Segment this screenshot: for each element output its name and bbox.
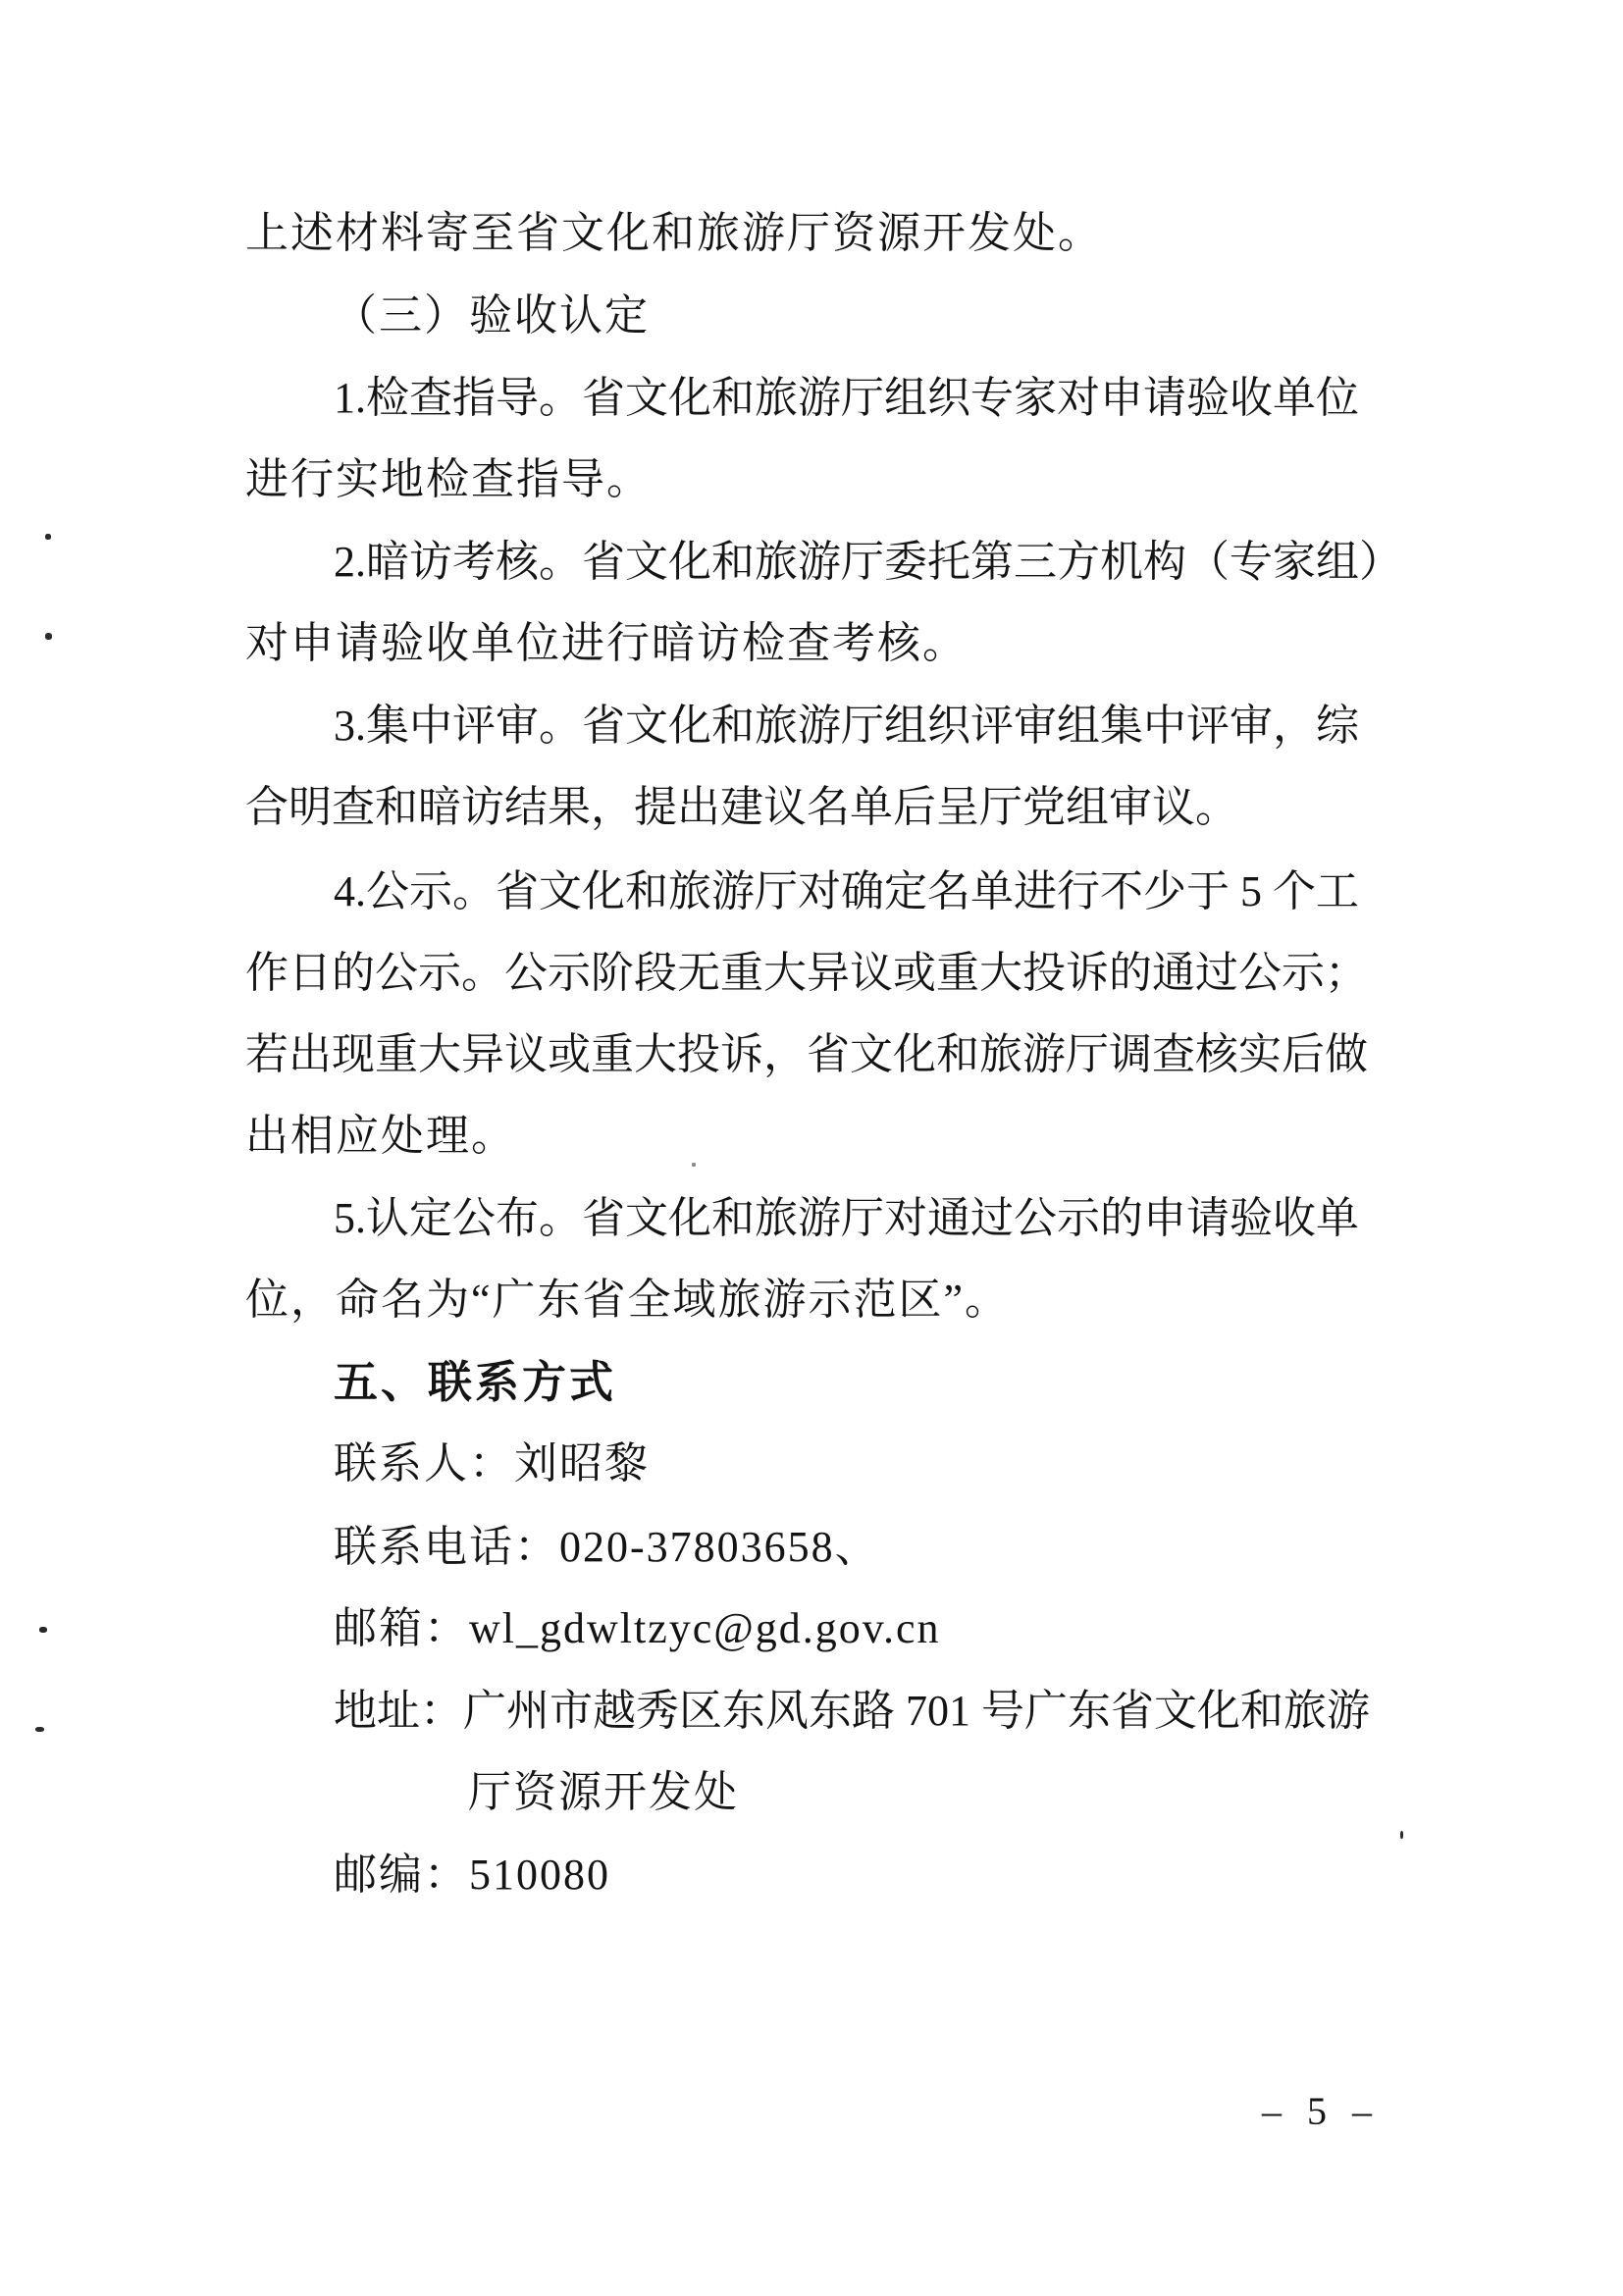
document-line: 2.暗访考核。省文化和旅游厅委托第三方机构（专家组）: [334, 538, 1402, 586]
contact-postal-code-line: 邮编：510080: [334, 1851, 610, 1899]
scan-speck: [45, 534, 51, 540]
document-line: 5.认定公布。省文化和旅游厅对通过公示的申请验收单: [334, 1194, 1359, 1242]
page-number: – 5 –: [1262, 2089, 1380, 2133]
document-line: 若出现重大异议或重大投诉，省文化和旅游厅调查核实后做: [245, 1030, 1368, 1078]
contact-person-line: 联系人：刘昭黎: [334, 1439, 650, 1487]
scan-speck: [39, 1627, 47, 1633]
document-line: 1.检查指导。省文化和旅游厅组织专家对申请验收单位: [334, 374, 1359, 422]
document-line: （三）验收认定: [334, 291, 650, 339]
document-line: 位，命名为“广东省全域旅游示范区”。: [245, 1276, 1011, 1324]
document-line: 3.集中评审。省文化和旅游厅组织评审组集中评审，综: [334, 702, 1359, 750]
document-line: 上述材料寄至省文化和旅游厅资源开发处。: [245, 209, 1103, 257]
scan-speck: [45, 633, 52, 640]
contact-phone-line: 联系电话：020-37803658、: [334, 1523, 880, 1571]
section-heading-contact: 五、联系方式: [334, 1357, 617, 1407]
document-line: 合明查和暗访结果，提出建议名单后呈厅党组审议。: [245, 783, 1238, 831]
document-line: 4.公示。省文化和旅游厅对确定名单进行不少于 5 个工: [334, 867, 1359, 915]
document-line: 出相应处理。: [245, 1112, 516, 1160]
scan-speck: [35, 1727, 44, 1732]
scan-speck: [1400, 1831, 1403, 1839]
scan-speck: [692, 1163, 696, 1167]
contact-email-line: 邮箱：wl_gdwltzyc@gd.gov.cn: [334, 1604, 941, 1652]
document-line: 对申请验收单位进行暗访检查考核。: [245, 619, 968, 667]
document-line: 作日的公示。公示阶段无重大异议或重大投诉的通过公示；: [245, 949, 1368, 997]
document-line: 进行实地检查指导。: [245, 455, 652, 503]
contact-address-line: 地址：广州市越秀区东风东路 701 号广东省文化和旅游: [334, 1687, 1370, 1735]
contact-address-line-2: 厅资源开发处: [468, 1768, 739, 1816]
